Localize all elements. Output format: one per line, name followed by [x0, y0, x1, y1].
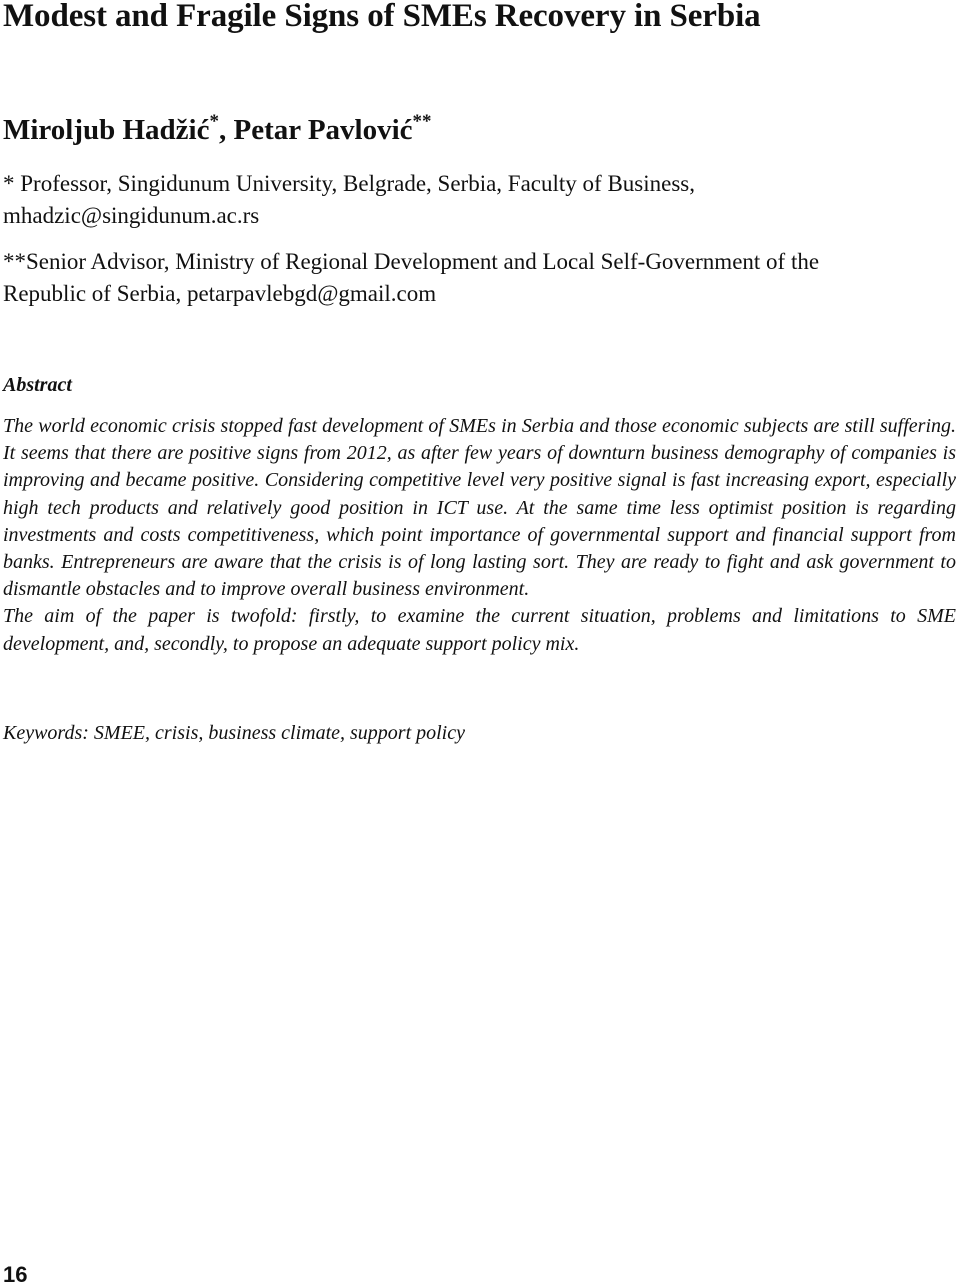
author-footnote-mark: ** [412, 111, 432, 132]
author-name: Petar Pavlović [233, 114, 413, 146]
abstract-paragraph: The aim of the paper is twofold: firstly, to examine the current situation, problems and limitations to SME development, and, secondly, to propose an adequate support policy mix. [3, 605, 956, 655]
author-name: Miroljub Hadžić [3, 114, 210, 146]
affiliation-line: * Professor, Singidunum University, Belgrade, Serbia, Faculty of Business, [3, 171, 695, 196]
author-list [3, 112, 432, 148]
affiliation [3, 168, 695, 232]
affiliation [3, 246, 819, 310]
author-separator: , [218, 114, 234, 146]
abstract-body [3, 413, 956, 658]
abstract-paragraph: The world economic crisis stopped fast development of SMEs in Serbia and those economic subjects are still suffering. It seems that there are positive signs from 2012, as after few years of downturn business demography of companies is improving and became positive. Considering competitive level very positive signal is fast increasing export, especially high tech products and relatively good position in ICT use. At the same time less optimist position is regarding investments and costs competitiveness, which point importance of governmental support and financial support from banks. Entrepreneurs are aware that the crisis is of long lasting sort. They are ready to fight and ask government to dismantle obstacles and to improve overall business environment. [3, 415, 956, 601]
affiliation-email: Republic of Serbia, petarpavlebgd@gmail.com [3, 281, 437, 306]
author-footnote-mark: * [209, 111, 219, 132]
page-number: 16 [3, 1262, 28, 1287]
keywords: Keywords: SMEE, crisis, business climate, support policy [3, 722, 465, 744]
paper-title: Modest and Fragile Signs of SMEs Recovery in Serbia [3, 0, 761, 34]
abstract-heading: Abstract [3, 374, 72, 396]
affiliation-email: mhadzic@singidunum.ac.rs [3, 203, 260, 228]
affiliation-line: **Senior Advisor, Ministry of Regional Development and Local Self-Government of the [3, 249, 820, 274]
